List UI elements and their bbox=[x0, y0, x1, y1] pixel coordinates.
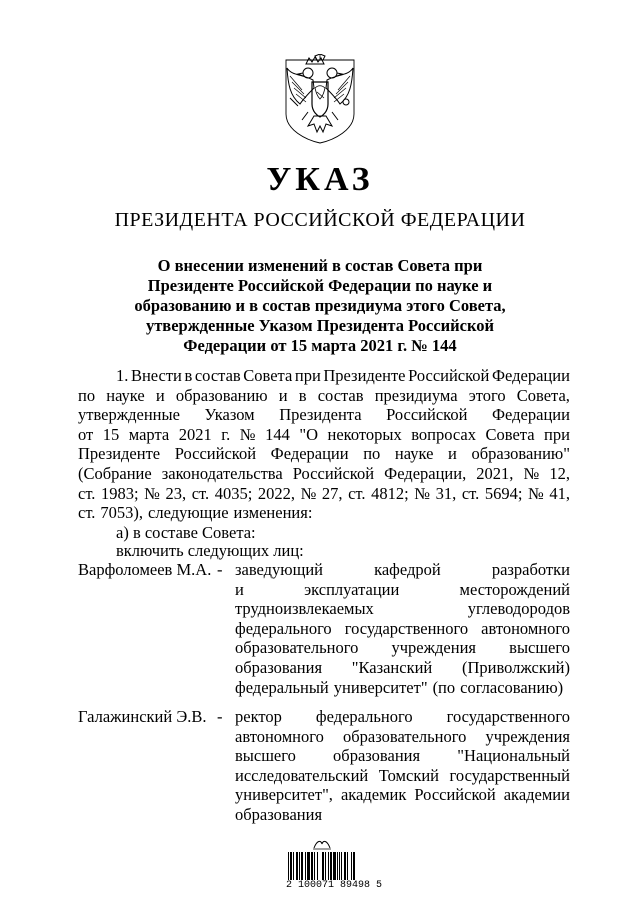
word: федерального bbox=[315, 707, 413, 726]
member-dash: - bbox=[217, 707, 223, 726]
word: автономного bbox=[235, 726, 324, 746]
word: этого bbox=[468, 385, 506, 405]
word: 27, bbox=[321, 483, 343, 503]
document-heading bbox=[120, 256, 520, 356]
member-name: Варфоломеев М.А. bbox=[78, 560, 212, 579]
heading-line: образованию и в состав президиума этого Совета, bbox=[134, 296, 506, 315]
word: и bbox=[155, 385, 165, 405]
text-line bbox=[78, 366, 570, 386]
document-title: УКАЗ bbox=[266, 161, 374, 198]
word: утвержденные bbox=[78, 405, 180, 425]
word: по bbox=[78, 385, 96, 405]
word: высшего bbox=[509, 638, 570, 658]
word: и bbox=[448, 444, 457, 464]
word: некоторых bbox=[327, 424, 402, 444]
word: марта bbox=[128, 424, 170, 444]
word: Федерации bbox=[491, 366, 570, 385]
word: образования bbox=[235, 657, 323, 677]
word: "Казанский bbox=[351, 657, 433, 677]
word: Президенте bbox=[323, 366, 406, 385]
word: образования bbox=[333, 746, 421, 766]
publisher-mark-icon bbox=[312, 838, 332, 850]
word: Президенте bbox=[78, 444, 161, 464]
word: 23, bbox=[165, 483, 187, 503]
word: образованию bbox=[175, 385, 268, 405]
text-line bbox=[78, 444, 570, 464]
word: исследовательский bbox=[235, 765, 369, 785]
word: ст. bbox=[348, 483, 366, 503]
barcode-bar bbox=[355, 852, 356, 880]
word: государственного bbox=[344, 618, 469, 638]
barcode bbox=[286, 838, 383, 896]
text-line bbox=[235, 560, 570, 580]
text-line bbox=[235, 766, 570, 786]
word: ст. bbox=[78, 503, 96, 523]
word: 2021, bbox=[476, 463, 514, 483]
text-line bbox=[235, 580, 570, 600]
word: государственного bbox=[446, 707, 570, 726]
word: науке bbox=[106, 385, 145, 405]
word: 7053), bbox=[100, 503, 144, 523]
word: Российской bbox=[174, 444, 257, 464]
word: автономного bbox=[481, 618, 570, 638]
word: № bbox=[239, 424, 256, 444]
state-emblem-icon bbox=[284, 54, 356, 144]
member-name: Галажинский Э.В. bbox=[78, 707, 207, 726]
word: университет", bbox=[235, 785, 333, 805]
word: при bbox=[294, 366, 321, 385]
include-text: включить следующих лиц: bbox=[116, 541, 304, 560]
text-line bbox=[235, 619, 570, 639]
text-line bbox=[235, 707, 570, 727]
text-line bbox=[235, 785, 570, 805]
word: заведующий bbox=[235, 560, 323, 579]
word: ст. bbox=[78, 483, 96, 503]
text-line bbox=[78, 484, 570, 504]
word: 2022, bbox=[257, 483, 295, 503]
word: состав bbox=[194, 366, 241, 385]
word: законодательства bbox=[161, 463, 283, 483]
text-line bbox=[235, 746, 570, 766]
barcode-bars bbox=[288, 852, 356, 880]
word: науке bbox=[394, 444, 434, 464]
word: № bbox=[414, 483, 431, 503]
text-line bbox=[235, 678, 570, 698]
word: (Приволжский) bbox=[461, 657, 570, 677]
word: изменения: bbox=[233, 503, 313, 523]
word: Совета bbox=[243, 366, 293, 385]
word: Федерации, bbox=[384, 463, 467, 483]
word: 5694; bbox=[484, 483, 523, 503]
word: кафедрой bbox=[374, 560, 441, 579]
text-line bbox=[235, 599, 570, 619]
word: ректор bbox=[235, 707, 282, 726]
word: 2021 bbox=[178, 424, 212, 444]
word: Президента bbox=[279, 405, 362, 425]
heading-line: утвержденные Указом Президента Российской bbox=[145, 316, 495, 335]
heading-line: О внесении изменений в состав Совета при bbox=[157, 256, 483, 275]
word: 15 bbox=[102, 424, 120, 444]
word: федерального bbox=[235, 618, 332, 638]
word: и bbox=[235, 579, 244, 599]
word: 12, bbox=[549, 463, 570, 483]
word: в bbox=[298, 385, 307, 405]
word: 41, bbox=[549, 483, 570, 503]
member-description bbox=[235, 560, 570, 697]
word: 1983; bbox=[101, 483, 139, 503]
word: учреждения bbox=[391, 638, 476, 658]
word: № bbox=[527, 483, 544, 503]
word: согласованию) bbox=[460, 677, 564, 697]
word: государственный bbox=[449, 765, 570, 785]
word: высшего bbox=[235, 746, 296, 766]
item-a-text: а) в составе Совета: bbox=[116, 523, 256, 542]
word: № bbox=[300, 483, 317, 503]
word: углеводородов bbox=[467, 599, 570, 619]
text-line bbox=[235, 658, 570, 678]
word: образовательного bbox=[343, 726, 467, 746]
word: академии bbox=[503, 785, 570, 805]
word: при bbox=[544, 424, 570, 444]
word: 1. bbox=[116, 366, 129, 385]
word: образования bbox=[235, 804, 323, 824]
word: Российской bbox=[386, 405, 468, 425]
word: № bbox=[523, 463, 540, 483]
word: 4035; bbox=[214, 483, 253, 503]
word: ст. bbox=[191, 483, 210, 503]
word: по bbox=[363, 444, 381, 464]
word: федеральный bbox=[235, 677, 329, 697]
word: 144 bbox=[265, 424, 290, 444]
word: месторождений bbox=[459, 579, 570, 599]
word: Указом bbox=[204, 405, 255, 425]
word: Федерации bbox=[492, 405, 570, 425]
word: Российской bbox=[292, 463, 375, 483]
text-line bbox=[235, 727, 570, 747]
word: "О bbox=[299, 424, 318, 444]
word: ст. bbox=[461, 483, 480, 503]
word: Томский bbox=[378, 765, 439, 785]
word: вопросах bbox=[411, 424, 476, 444]
document-subtitle: ПРЕЗИДЕНТА РОССИЙСКОЙ ФЕДЕРАЦИИ bbox=[114, 209, 526, 231]
text-line bbox=[78, 386, 570, 406]
word: Внести bbox=[130, 366, 182, 385]
word: и bbox=[278, 385, 288, 405]
word: учреждения bbox=[485, 726, 570, 746]
word: эксплуатации bbox=[304, 579, 400, 599]
word: образовательного bbox=[235, 638, 359, 658]
text-line bbox=[78, 405, 570, 425]
heading-line: Федерации от 15 марта 2021 г. № 144 bbox=[183, 336, 457, 355]
word: академик bbox=[340, 785, 407, 805]
text-line bbox=[235, 805, 570, 825]
word: Федерации bbox=[270, 444, 349, 464]
word: разработки bbox=[491, 560, 570, 579]
word: г. bbox=[221, 424, 231, 444]
member-description bbox=[235, 707, 570, 825]
heading-line: Президенте Российской Федерации по науке и bbox=[147, 276, 493, 295]
word: № bbox=[144, 483, 160, 503]
word: 4812; bbox=[371, 483, 409, 503]
word: Российской bbox=[414, 785, 496, 805]
word: президиума bbox=[374, 385, 458, 405]
paragraph-1 bbox=[78, 366, 570, 523]
word: трудноизвлекаемых bbox=[235, 599, 374, 619]
word: следующие bbox=[148, 503, 229, 523]
text-line bbox=[235, 638, 570, 658]
word: Совета bbox=[485, 424, 535, 444]
word: Российской bbox=[408, 366, 490, 385]
word: в bbox=[184, 366, 193, 385]
word: 31, bbox=[435, 483, 457, 503]
word: университет" bbox=[333, 677, 428, 697]
word: Совета, bbox=[516, 385, 570, 405]
word: (по bbox=[432, 677, 456, 697]
word: от bbox=[78, 424, 94, 444]
text-line bbox=[78, 464, 570, 484]
text-line bbox=[78, 425, 570, 445]
member-dash: - bbox=[217, 560, 223, 579]
word: "Национальный bbox=[457, 746, 570, 766]
barcode-number: 2 100071 89498 5 bbox=[286, 880, 383, 891]
word: образованию" bbox=[471, 444, 570, 464]
word: (Собрание bbox=[78, 463, 152, 483]
word: состав bbox=[317, 385, 364, 405]
text-line bbox=[78, 503, 570, 523]
